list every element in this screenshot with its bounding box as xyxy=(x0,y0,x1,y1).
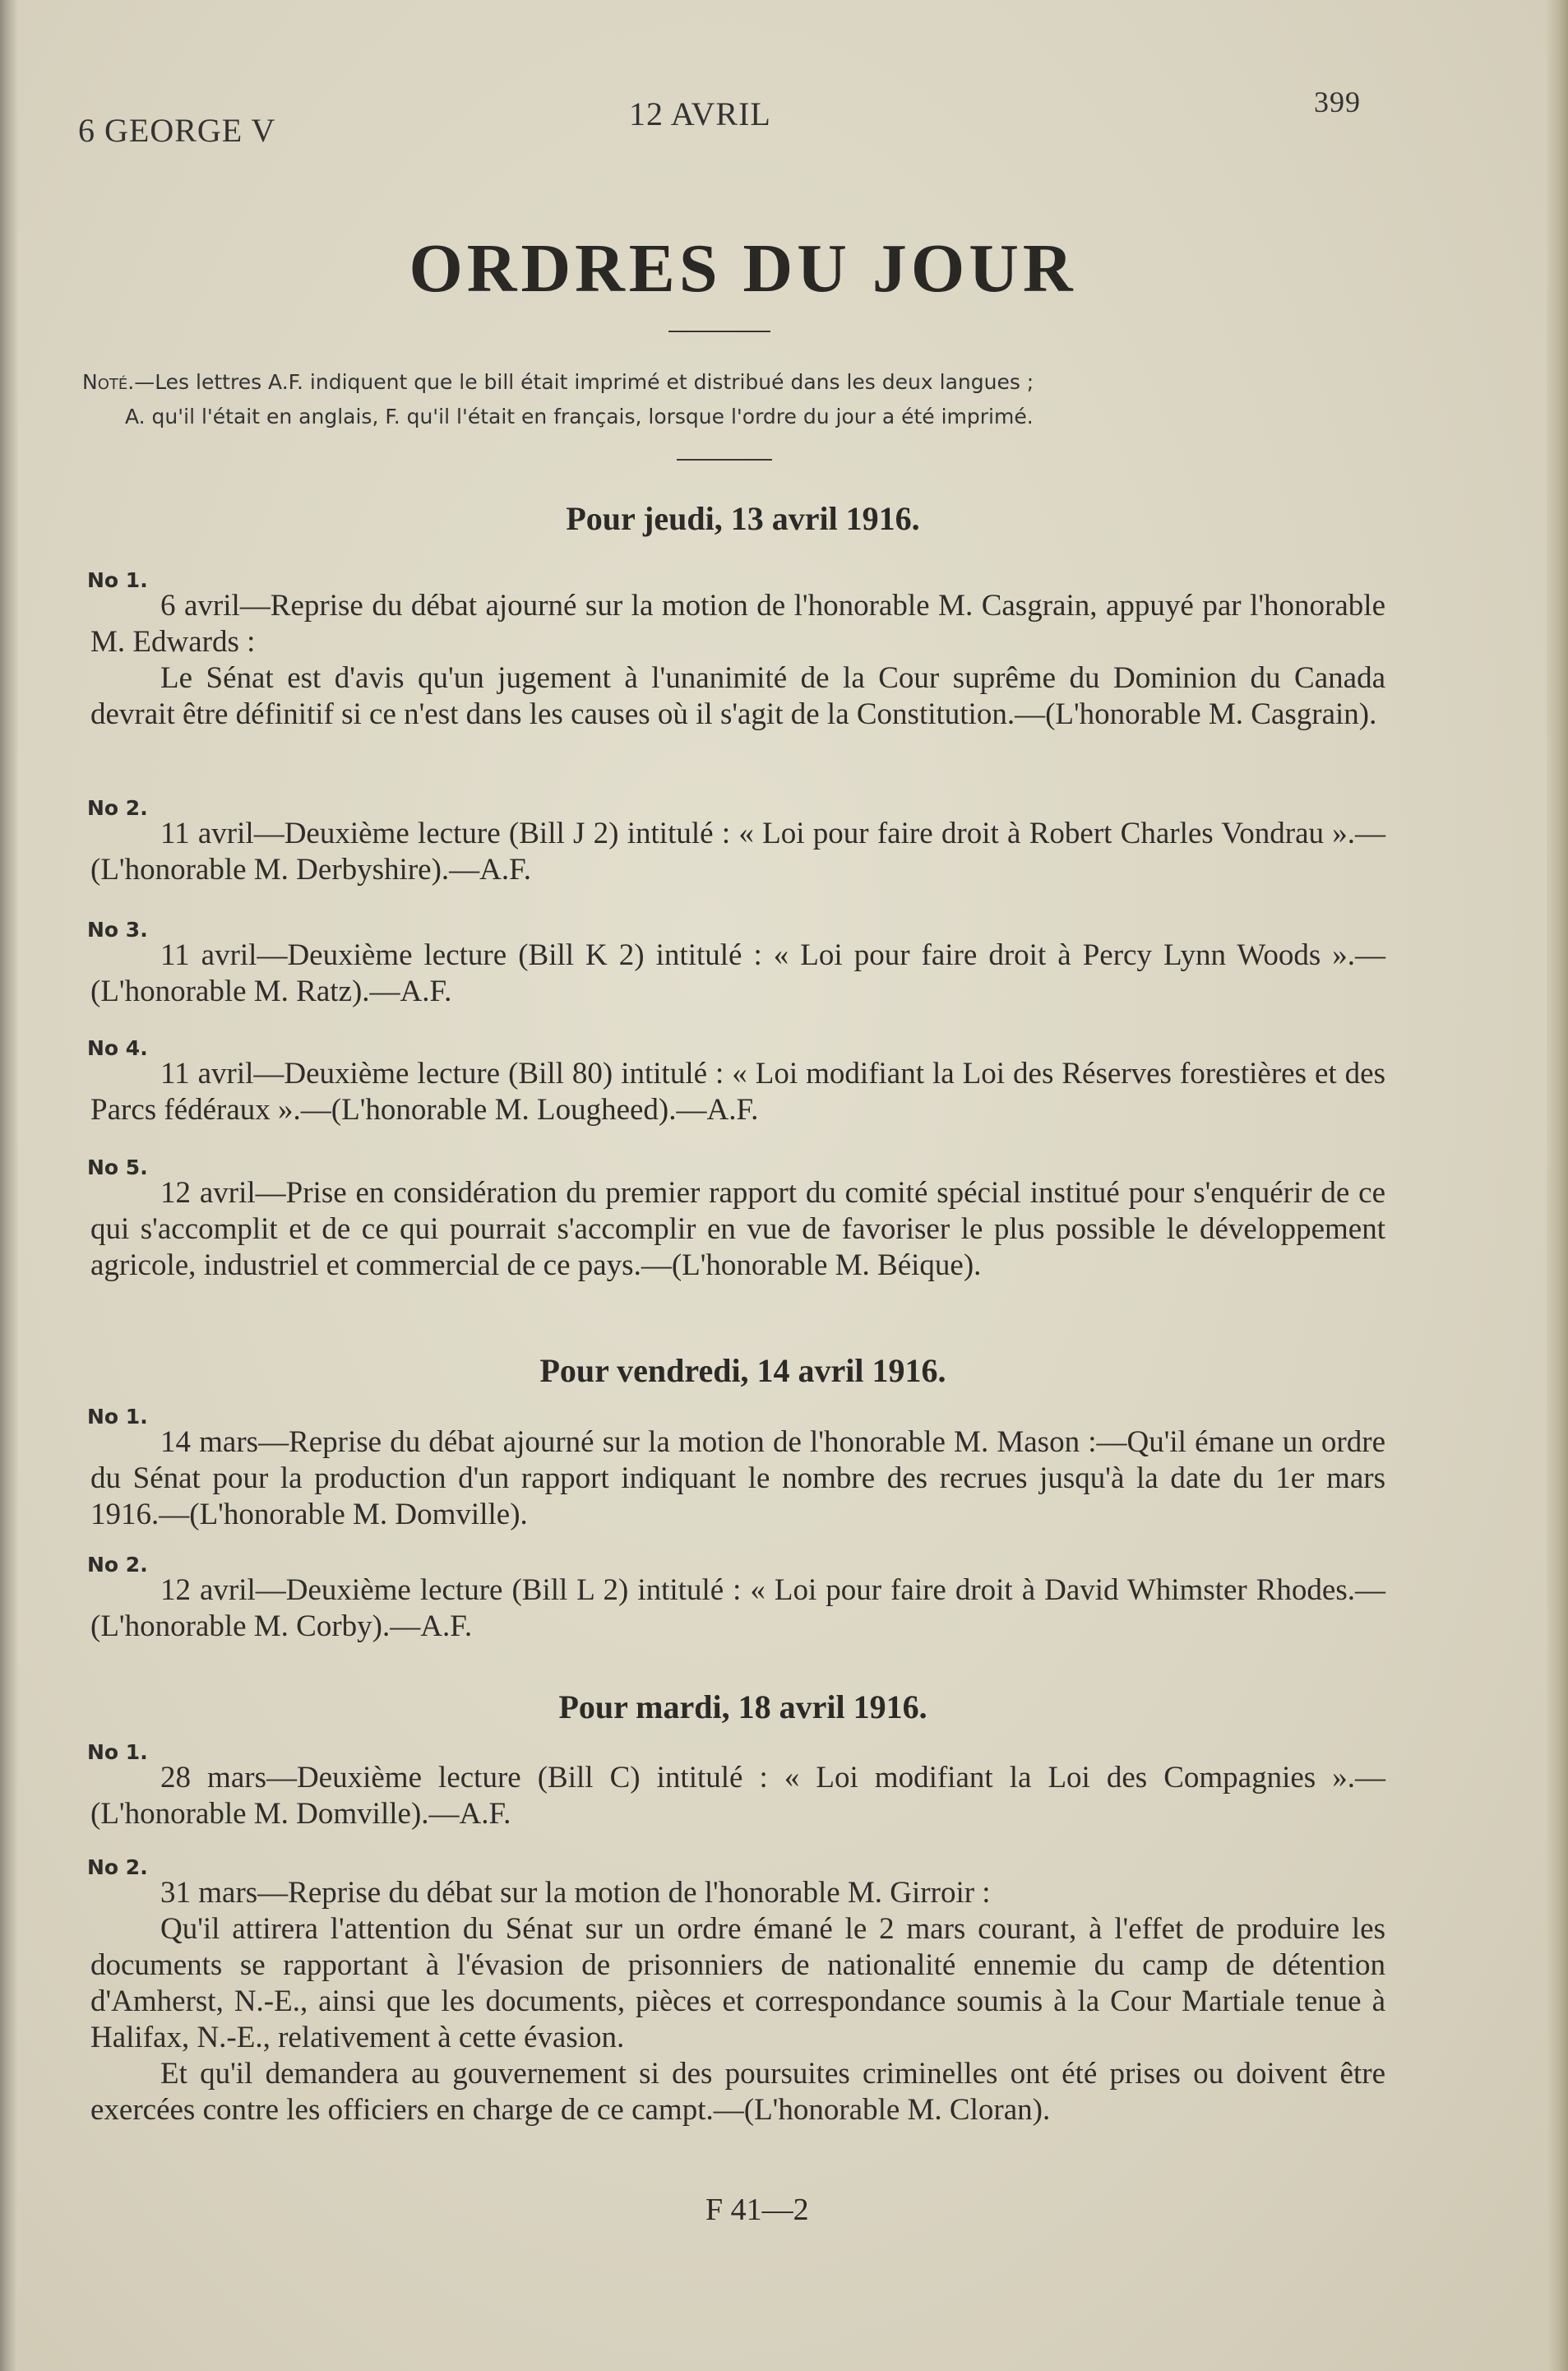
item-text: Qu'il attirera l'attention du Sénat sur un ordre émané le 2 mars courant, à l'effet de produire les documents se rapportant à l'évasion de prisonniers de nationalité ennemie du camp de détention d'Amherst, N.-E., ainsi que les documents, pièces et correspondance soumis à la Cour Martiale tenue à Halifax, N.-E., relativement à cette évasion. xyxy=(90,1912,1385,2054)
editorial-note xyxy=(82,365,1365,434)
item-text: 14 mars—Reprise du débat ajourné sur la motion de l'honorable M. Mason :—Qu'il émane un ordre du Sénat pour la production d'un rapport indiquant le nombre des recrues jusqu'à la date du 1er mars 1916.—(L'honorable M. Domville). xyxy=(90,1425,1385,1531)
item-number: No 2. xyxy=(87,796,148,820)
item-number: No 1. xyxy=(87,1405,148,1429)
item-number: No 2. xyxy=(87,1855,148,1879)
page-title: ORDRES DU JOUR xyxy=(409,230,1077,307)
page-edge xyxy=(1547,0,1568,2371)
item-text: 11 avril—Deuxième lecture (Bill K 2) intitulé : « Loi pour faire droit à Percy Lynn Woods ».—(L'honorable M. Ratz).—A.F. xyxy=(90,938,1385,1008)
order-item xyxy=(87,1155,1385,1284)
binding-edge xyxy=(0,0,18,2371)
order-item xyxy=(87,568,1385,733)
note-text-2: A. qu'il l'était en anglais, F. qu'il l'était en français, lorsque l'ordre du jour a été imprimé. xyxy=(125,405,1034,428)
item-text: 31 mars—Reprise du débat sur la motion de l'honorable M. Girroir : xyxy=(160,1876,991,1910)
note-text-1: —Les lettres A.F. indiquent que le bill était imprimé et distribué dans les deux langues ; xyxy=(134,370,1034,394)
item-text: Le Sénat est d'avis qu'un jugement à l'unanimité de la Cour suprême du Dominion du Canada devrait être définitif si ce n'est dans les causes où il s'agit de la Constitution.—(L'honorable M. Casgrain). xyxy=(90,661,1385,731)
note-line-1 xyxy=(82,365,1365,400)
order-item xyxy=(87,1036,1385,1128)
note-label: Noté. xyxy=(82,370,135,394)
item-text: 28 mars—Deuxième lecture (Bill C) intitulé : « Loi modifiant la Loi des Compagnies ».—(L'honorable M. Domville).—A.F. xyxy=(90,1761,1385,1831)
title-divider xyxy=(668,331,770,332)
section-heading-mardi: Pour mardi, 18 avril 1916. xyxy=(558,1688,927,1725)
order-item xyxy=(87,796,1385,888)
item-text: 12 avril—Prise en considération du premier rapport du comité spécial institué pour s'enquérir de ce qui s'accomplit et de ce qui pourrait s'accomplir en vue de favoriser le plus possible le développement agricole, industriel et commercial de ce pays.—(L'honorable M. Béique). xyxy=(90,1176,1385,1282)
item-text: 6 avril—Reprise du débat ajourné sur la motion de l'honorable M. Casgrain, appuyé par l'honorable M. Edwards : xyxy=(90,589,1385,659)
item-number: No 5. xyxy=(87,1155,148,1179)
note-divider xyxy=(677,459,772,461)
signature-mark: F 41—2 xyxy=(705,2193,809,2227)
item-number: No 1. xyxy=(87,1740,148,1764)
item-number: No 4. xyxy=(87,1036,148,1060)
item-number: No 2. xyxy=(87,1553,148,1577)
page-number: 399 xyxy=(1314,86,1361,118)
item-text: 11 avril—Deuxième lecture (Bill J 2) intitulé : « Loi pour faire droit à Robert Charles Vondrau ».—(L'honorable M. Derbyshire).—A.F. xyxy=(90,817,1385,887)
order-item xyxy=(87,1405,1385,1533)
item-text: 12 avril—Deuxième lecture (Bill L 2) intitulé : « Loi pour faire droit à David Whimster Rhodes.—(L'honorable M. Corby).—A.F. xyxy=(90,1573,1385,1643)
item-number: No 3. xyxy=(87,918,148,942)
item-number: No 1. xyxy=(87,568,148,592)
order-item xyxy=(87,1553,1385,1645)
section-heading-vendredi: Pour vendredi, 14 avril 1916. xyxy=(539,1352,946,1389)
item-text: Et qu'il demandera au gouvernement si des poursuites criminelles ont été prises ou doivent être exercées contre les officiers en charge de ce campt.—(L'honorable M. Cloran). xyxy=(90,2057,1385,2127)
running-header-date: 12 AVRIL xyxy=(629,95,771,132)
order-item xyxy=(87,918,1385,1010)
order-item xyxy=(87,1740,1385,1832)
item-text: 11 avril—Deuxième lecture (Bill 80) intitulé : « Loi modifiant la Loi des Réserves forestières et des Parcs fédéraux ».—(L'honorable M. Lougheed).—A.F. xyxy=(90,1057,1385,1127)
order-item xyxy=(87,1855,1385,2128)
section-heading-jeudi: Pour jeudi, 13 avril 1916. xyxy=(566,500,920,537)
running-header-left: 6 GEORGE V xyxy=(78,112,276,149)
